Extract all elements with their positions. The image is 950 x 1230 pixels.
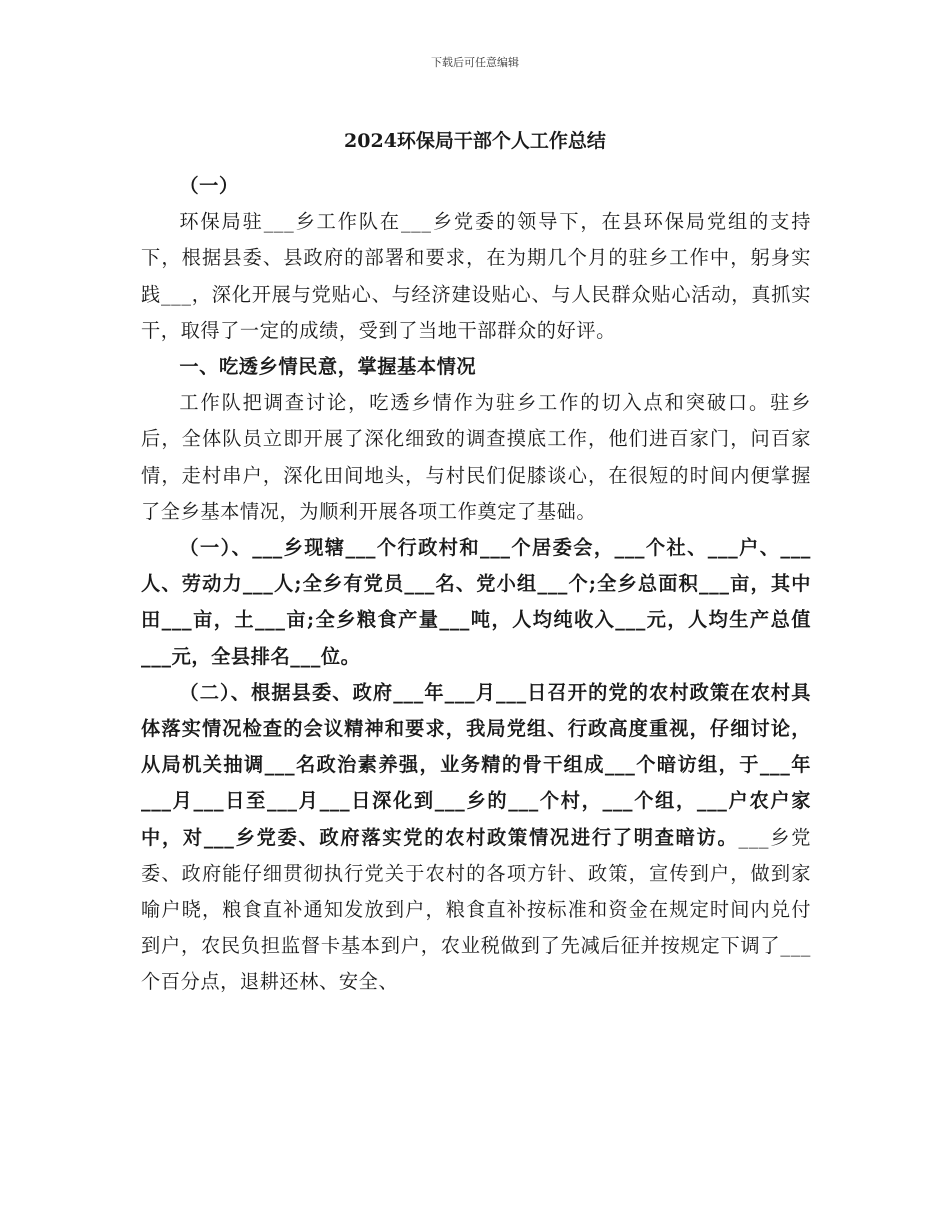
section-heading-1: [141, 349, 811, 385]
paragraph-text: ___乡党委、政府能仔细贯彻执行党关于农村的各项方针、政策，宣传到户，做到家喻户晓，粮食直补通知发放到户，粮食直补按标准和资金在规定时间内兑付到户，农民负担监督卡基本到户，农业税做到了先减后征并按规定下调了___个百分点，退耕还林、安全、: [141, 825, 812, 994]
header-note: 下载后可任意编辑: [431, 56, 519, 69]
paragraph-text: 环保局驻___乡工作队在___乡党委的领导下，在县环保局党组的支持下，根据县委、县政府的部署和要求，在为期几个月的驻乡工作中，躬身实践___，深化开展与党贴心、与经济建设贴心、与人民群众贴心活动，真抓实干，取得了一定的成绩，受到了当地干部群众的好评。: [141, 210, 811, 342]
paragraph-bold-text: 一、吃透乡情民意，掌握基本情况: [179, 355, 477, 379]
paragraph-2: [141, 204, 811, 349]
paragraph-bold-text: （一）、___乡现辖___个行政村和___个居委会，___个社、___户、___人、劳动力___人;全乡有党员___名、党小组___个;全乡总面积___亩，其中田___亩，土___亩;全乡粮食产量___吨，人均纯收入___元，人均生产总值___元，全县排名___位。: [141, 536, 811, 668]
paragraph-text: 工作队把调查讨论，吃透乡情作为驻乡工作的切入点和突破口。驻乡后，全体队员立即开展了深化细致的调查摸底工作，他们进百家门，问百家情，走村串户，深化田间地头，与村民们促膝谈心，在很短的时间内便掌握了全乡基本情况，为顺利开展各项工作奠定了基础。: [141, 391, 811, 523]
paragraph-4: [141, 530, 811, 675]
paragraph-bold-text: （二）、根据县委、政府___年___月___日召开的党的农村政策在农村具体落实情况检查的会议精神和要求，我局党组、行政高度重视，仔细讨论，从局机关抽调___名政治素养强，业务精的骨干组成___个暗访组，于___年___月___日至___月___日深化到___乡的___个村，___个组，___户农户家中，对___乡党委、政府落实党的农村政策情况进行了明查暗访。: [141, 680, 811, 849]
paragraph-3: [141, 385, 811, 530]
paragraph-1: [141, 168, 811, 204]
document-body: [141, 168, 811, 1001]
paragraph-5: [141, 675, 811, 1001]
paragraph-bold-text: （一）: [179, 174, 239, 197]
document-title: 2024环保局干部个人工作总结: [344, 130, 606, 152]
